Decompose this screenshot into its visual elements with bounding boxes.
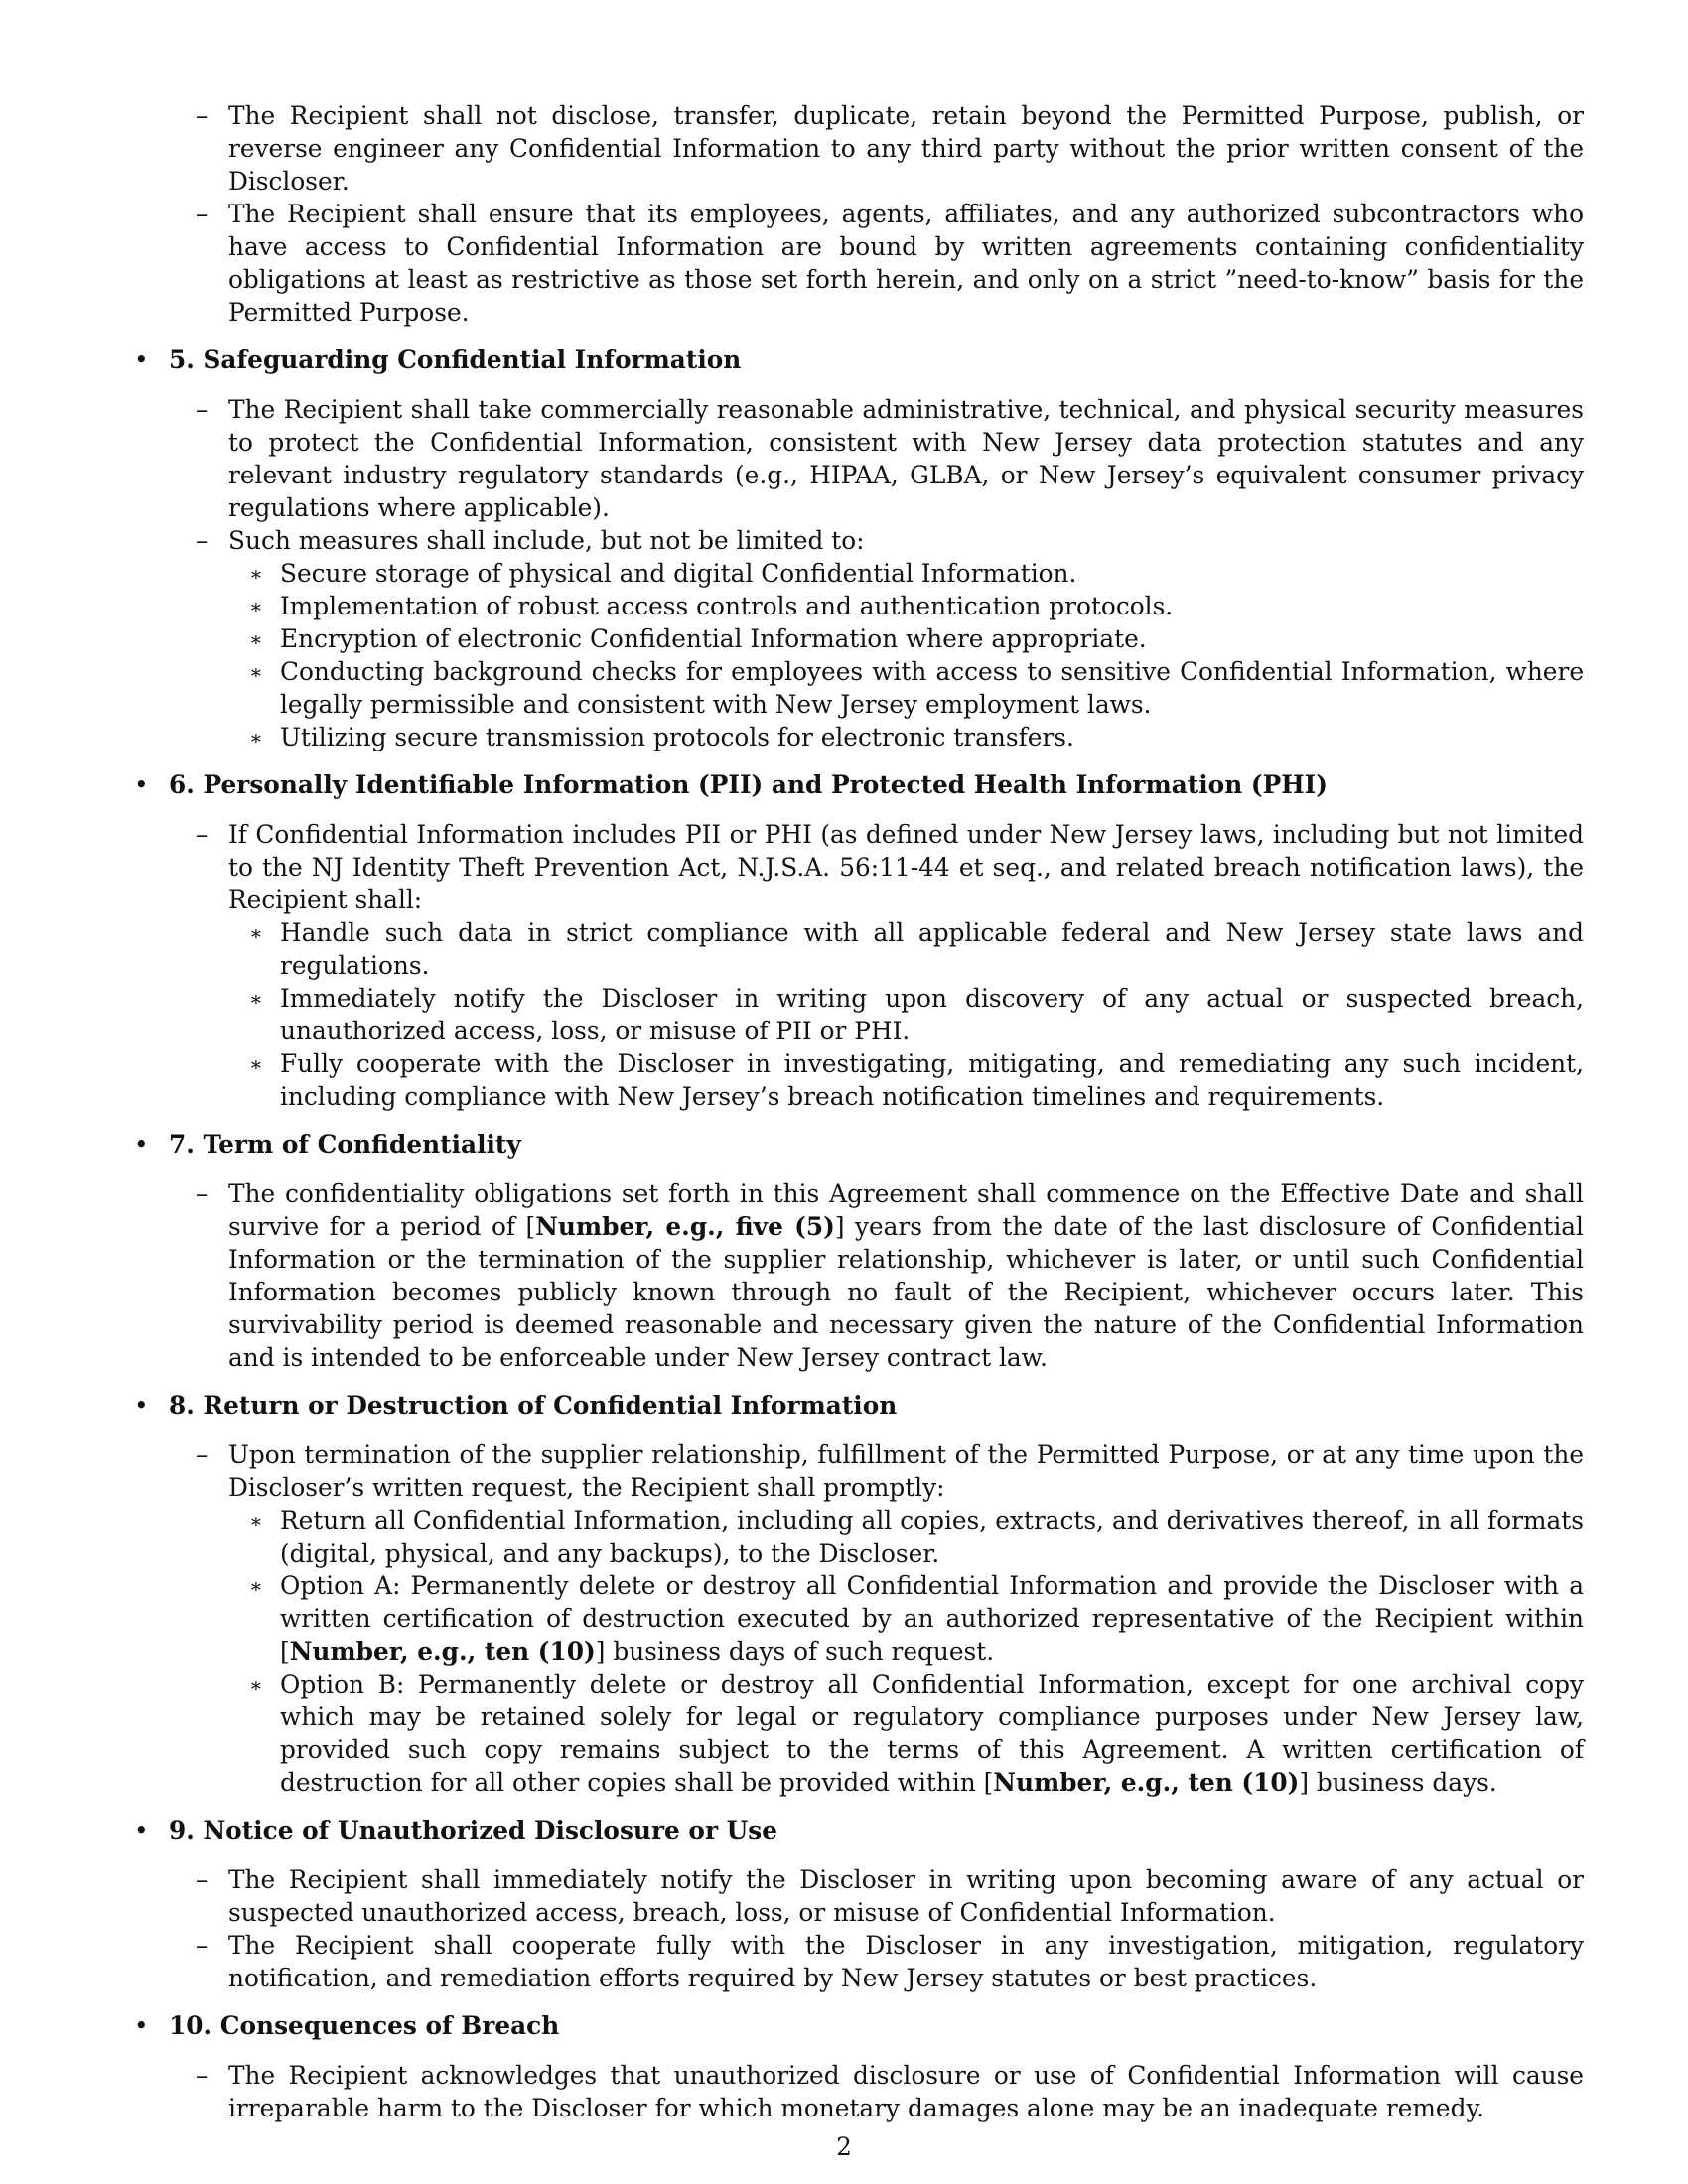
page-number: 2 bbox=[836, 2132, 852, 2161]
dash-marker: – bbox=[196, 1931, 209, 1960]
section-6 bbox=[134, 768, 1584, 1113]
star-marker: ∗ bbox=[249, 1574, 263, 1598]
list-item-text: If Confidential Information includes PII or PHI (as defined under New Jersey laws, including but not limited to the NJ Identity Theft Prevention Act, N.J.S.A. 56:11-44 et seq., and related breach notification laws), the Recipient shall: bbox=[228, 820, 1584, 914]
star-marker: ∗ bbox=[249, 726, 263, 750]
dash-marker: – bbox=[196, 526, 209, 555]
list-item-text: Upon termination of the supplier relationship, fulfillment of the Permitted Purpose, or at any time upon the Discloser’s written request, the Recipient shall promptly: bbox=[228, 1440, 1584, 1502]
list-item-text: The Recipient shall not disclose, transfer, duplicate, retain beyond the Permitted Purpose, publish, or reverse engineer any Confidential Information to any third party without the prior written consent of the Discloser. bbox=[228, 101, 1584, 196]
dash-marker: – bbox=[196, 1865, 209, 1894]
dash-marker: – bbox=[196, 2061, 209, 2090]
list-item-text: The Recipient shall cooperate fully with the Discloser in any investigation, mitigation, regulatory notification, and remediation efforts required by New Jersey statutes or best practices. bbox=[228, 1931, 1584, 1992]
list-item-text: The Recipient shall ensure that its employees, agents, affiliates, and any authorized subcontractors who have access to Confidential Information are bound by written agreements containing confidentiality obligations at least as restrictive as those set forth herein, and only on a strict ”need-to-know” basis for the Permitted Purpose. bbox=[228, 200, 1584, 327]
placeholder-term-length: Number, e.g., five (5) bbox=[535, 1212, 835, 1241]
dash-marker: – bbox=[196, 101, 209, 130]
sub-list-item-text: Immediately notify the Discloser in writing upon discovery of any actual or suspected breach, unauthorized access, loss, or misuse of PII or PHI. bbox=[280, 984, 1584, 1045]
section-heading bbox=[134, 1814, 1584, 1846]
list-item bbox=[134, 1863, 1584, 1929]
list-item bbox=[134, 1177, 1584, 1374]
page-content bbox=[134, 99, 1584, 2124]
section-10 bbox=[134, 2009, 1584, 2124]
list-item bbox=[134, 393, 1584, 524]
section-heading bbox=[134, 343, 1584, 376]
bullet-marker: • bbox=[134, 770, 149, 799]
section-8 bbox=[134, 1389, 1584, 1799]
placeholder-business-days: Number, e.g., ten (10) bbox=[993, 1768, 1300, 1797]
section-title: 5. Safeguarding Confidential Information bbox=[169, 345, 742, 374]
sub-list-item-text-part: ] business days. bbox=[1299, 1768, 1497, 1797]
section-title: 10. Consequences of Breach bbox=[169, 2011, 560, 2040]
sub-list-item-text: Handle such data in strict compliance with all applicable federal and New Jersey state laws and regulations. bbox=[280, 918, 1584, 980]
section-title: 9. Notice of Unauthorized Disclosure or Use bbox=[169, 1816, 778, 1844]
section-title: 8. Return or Destruction of Confidential Information bbox=[169, 1391, 898, 1420]
list-item-text: The Recipient acknowledges that unauthorized disclosure or use of Confidential Information will cause irreparable harm to the Discloser for which monetary damages alone may be an inadequate remedy. bbox=[228, 2061, 1584, 2122]
list-item bbox=[134, 2059, 1584, 2124]
sub-list-item-text: Utilizing secure transmission protocols for electronic transfers. bbox=[280, 723, 1074, 751]
list-item-text: The Recipient shall immediately notify the Discloser in writing upon becoming aware of any actual or suspected unauthorized access, breach, loss, or misuse of Confidential Information. bbox=[228, 1865, 1584, 1927]
sub-list-item-text: Fully cooperate with the Discloser in investigating, mitigating, and remediating any such incident, including compliance with New Jersey’s breach notification timelines and requirements. bbox=[280, 1049, 1584, 1111]
dash-marker: – bbox=[196, 1179, 209, 1208]
sub-list-item-text: Conducting background checks for employees with access to sensitive Confidential Information, where legally permissible and consistent with New Jersey employment laws. bbox=[280, 657, 1584, 719]
bullet-marker: • bbox=[134, 345, 149, 374]
sub-list-item bbox=[134, 1570, 1584, 1668]
star-marker: ∗ bbox=[249, 595, 263, 618]
star-marker: ∗ bbox=[249, 987, 263, 1011]
sub-list-item bbox=[134, 916, 1584, 982]
sub-list-item-text-part: Option B: Permanently delete or destroy all Confidential Information, except for one archival copy which may be retained solely for legal or regulatory compliance purposes under New Jersey law, provided such copy remains subject to the terms of this Agreement. A written certification of destruction for all other copies shall be provided within [ bbox=[280, 1670, 1584, 1797]
bullet-marker: • bbox=[134, 1816, 149, 1844]
bullet-marker: • bbox=[134, 1391, 149, 1420]
list-item-text: Such measures shall include, but not be limited to: bbox=[228, 526, 865, 555]
section-7 bbox=[134, 1128, 1584, 1374]
dash-marker: – bbox=[196, 200, 209, 228]
section-5 bbox=[134, 343, 1584, 753]
star-marker: ∗ bbox=[249, 1509, 263, 1533]
sub-list-item-text: Encryption of electronic Confidential Information where appropriate. bbox=[280, 624, 1147, 653]
list-item-text: The Recipient shall take commercially reasonable administrative, technical, and physical security measures to protect the Confidential Information, consistent with New Jersey data protection statutes and any relevant industry regulatory standards (e.g., HIPAA, GLBA, or New Jersey’s equivalent consumer privacy regulations where applicable). bbox=[228, 395, 1584, 522]
sub-list-item-text: Implementation of robust access controls and authentication protocols. bbox=[280, 592, 1174, 620]
star-marker: ∗ bbox=[249, 627, 263, 651]
list-item-text-part: ] years from the date of the last disclosure of Confidential Information or the termination of the supplier relationship, whichever is later, or until such Confidential Information becomes publicly known through no fault of the Recipient, whichever occurs later. This survivability period is deemed reasonable and necessary given the nature of the Confidential Information and is intended to be enforceable under New Jersey contract law. bbox=[228, 1212, 1584, 1372]
list-item bbox=[134, 198, 1584, 329]
dash-marker: – bbox=[196, 820, 209, 849]
sub-list-item bbox=[134, 721, 1584, 753]
sub-list-item bbox=[134, 982, 1584, 1047]
sub-list-item-text: Return all Confidential Information, including all copies, extracts, and derivatives thereof, in all formats (digital, physical, and any backups), to the Discloser. bbox=[280, 1506, 1584, 1568]
list-item bbox=[134, 1438, 1584, 1504]
star-marker: ∗ bbox=[249, 1673, 263, 1697]
sub-list-item-text: Secure storage of physical and digital Confidential Information. bbox=[280, 559, 1077, 588]
bullet-marker: • bbox=[134, 1130, 149, 1159]
section-4-continuation bbox=[134, 99, 1584, 329]
section-title: 6. Personally Identifiable Information (PII) and Protected Health Information (PHI) bbox=[169, 770, 1328, 799]
sub-list-item-text-part: ] business days of such request. bbox=[595, 1637, 995, 1666]
list-item bbox=[134, 1929, 1584, 1994]
star-marker: ∗ bbox=[249, 660, 263, 684]
sub-list-item bbox=[134, 590, 1584, 622]
sub-list-item bbox=[134, 622, 1584, 655]
section-9 bbox=[134, 1814, 1584, 1994]
list-item bbox=[134, 524, 1584, 557]
placeholder-business-days: Number, e.g., ten (10) bbox=[289, 1637, 596, 1666]
dash-marker: – bbox=[196, 395, 209, 424]
star-marker: ∗ bbox=[249, 562, 263, 586]
sub-list-item bbox=[134, 1504, 1584, 1570]
section-title: 7. Term of Confidentiality bbox=[169, 1130, 521, 1159]
sub-list-item bbox=[134, 557, 1584, 590]
section-heading bbox=[134, 768, 1584, 801]
list-item-text-part: The confidentiality obligations set forth in this Agreement shall commence on the Effective Date and shall survive for a period of [ bbox=[228, 1179, 1584, 1241]
sub-list-item-text-part: Option A: Permanently delete or destroy all Confidential Information and provide the Discloser with a written certification of destruction executed by an authorized representative of the Recipient within [ bbox=[280, 1571, 1584, 1666]
section-heading bbox=[134, 2009, 1584, 2042]
sub-list-item bbox=[134, 1668, 1584, 1799]
list-item bbox=[134, 818, 1584, 916]
star-marker: ∗ bbox=[249, 921, 263, 945]
section-heading bbox=[134, 1128, 1584, 1160]
section-heading bbox=[134, 1389, 1584, 1422]
list-item bbox=[134, 99, 1584, 198]
dash-marker: – bbox=[196, 1440, 209, 1469]
star-marker: ∗ bbox=[249, 1052, 263, 1076]
bullet-marker: • bbox=[134, 2011, 149, 2040]
sub-list-item bbox=[134, 1047, 1584, 1113]
sub-list-item bbox=[134, 655, 1584, 721]
